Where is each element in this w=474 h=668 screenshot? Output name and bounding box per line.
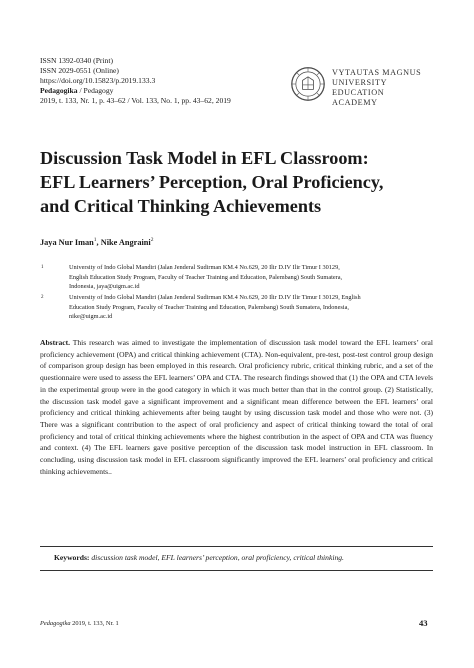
author-list bbox=[40, 237, 153, 247]
issn-online: ISSN 2029-0551 (Online) bbox=[40, 66, 119, 75]
author-name: Nike Angraini bbox=[100, 237, 151, 247]
affiliation-number: 1 bbox=[41, 265, 44, 270]
author-separator: , bbox=[96, 237, 101, 247]
title-line: EFL Learners’ Perception, Oral Proficiency, bbox=[40, 172, 384, 192]
affiliation-text bbox=[69, 263, 440, 292]
title-line: and Critical Thinking Achievements bbox=[40, 196, 322, 216]
affiliation-line: University of Indo Global Mandiri (Jalan Jenderal Sudirman KM.4 No.629, 20 Ilir D.IV Ilir Timur I 30129, bbox=[69, 264, 340, 271]
doi-link[interactable]: https://doi.org/10.15823/p.2019.133.3 bbox=[40, 76, 156, 85]
university-name-line: ACADEMY bbox=[332, 98, 378, 107]
keywords-label: Keywords: bbox=[54, 553, 90, 562]
journal-name bbox=[40, 86, 231, 96]
footer-issue: 2019, t. 133, Nr. 1 bbox=[70, 620, 119, 627]
university-name-line: VYTAUTAS MAGNUS bbox=[332, 68, 422, 77]
author-name: Jaya Nur Iman bbox=[40, 237, 94, 247]
keywords-bottom-divider bbox=[40, 570, 433, 571]
affiliation-marker: 2 bbox=[150, 237, 154, 243]
affiliation-text bbox=[69, 293, 440, 322]
affiliation-marker: 1 bbox=[93, 237, 97, 243]
abstract-label: Abstract. bbox=[40, 338, 70, 347]
abstract-text: This research was aimed to investigate the implementation of discussion task model toward the EFL learners’ oral proficiency achievement (OPA) and critical thinking achievement (CTA). Non-equivalent, pre-test, post-test control group design of comparison group design has been employed in this research. Oral proficiency rubric, critical thinking rubric, and a set of the questionnaire were used to assess the EFL learners’ OPA and CTA. The research findings showed that (1) the OPA and CTA levels in the experimental group were in the good category in which it was much better than that in the control group. (2) Statistically, the discussion task model gave a significant improvement and a significant mean difference between the EFL learners’ oral proficiency and critical thinking achievements after being taught by using discussion task model and those who were not. (3) There was a significant contribution to the aspect of oral proficiency and aspect of critical thinking toward the total of oral proficiency and total of critical thinking achievements where the highest contribution in the aspect of OPA and CTA was fluency and context. (4) The EFL learners gave positive perception of the discussion task model instruction in EFL classroom. In concluding, using discussion task model in EFL classroom significantly improved the EFL learners’ oral proficiency and critical thinking achievements.. bbox=[40, 338, 433, 476]
affiliation-line: nike@uigm.ac.id bbox=[69, 313, 113, 321]
page-number: 43 bbox=[419, 618, 428, 628]
affiliation-number: 2 bbox=[41, 295, 44, 300]
journal-name-bold: Pedagogika bbox=[40, 86, 78, 95]
paper-title bbox=[40, 146, 440, 218]
abstract bbox=[40, 337, 433, 477]
keywords-text: discussion task model, EFL learners’ perception, oral proficiency, critical thinking. bbox=[89, 553, 344, 562]
university-logo bbox=[290, 62, 440, 120]
issn-print: ISSN 1392-0340 (Print) bbox=[40, 56, 113, 65]
page-footer bbox=[40, 620, 119, 627]
university-name-line: EDUCATION bbox=[332, 88, 385, 97]
affiliation-line: Education Study Program, Faculty of Teacher Training and Education, Palembang) South Sumatera, Indonesia, bbox=[69, 303, 349, 311]
university-name bbox=[332, 68, 421, 108]
university-name-line: UNIVERSITY bbox=[332, 78, 388, 87]
keywords-top-divider bbox=[40, 546, 433, 547]
affiliation-2 bbox=[40, 293, 440, 322]
affiliation-line: Indonesia, jaya@uigm.ac.id bbox=[69, 283, 140, 291]
citation-line: 2019, t. 133, Nr. 1, p. 43–62 / Vol. 133, No. 1, pp. 43–62, 2019 bbox=[40, 96, 231, 105]
affiliation-1 bbox=[40, 263, 440, 292]
keywords bbox=[54, 553, 344, 562]
journal-meta bbox=[40, 56, 231, 106]
journal-name-rest: / Pedagogy bbox=[77, 86, 114, 95]
affiliation-line: English Education Study Program, Faculty of Teacher Training and Education, Palembang) South Sumatera, bbox=[69, 273, 343, 281]
university-seal-icon bbox=[290, 66, 326, 102]
affiliation-line: University of Indo Global Mandiri (Jalan Jenderal Sudirman KM.4 No.629, 20 Ilir D.IV Ilir Timur I 30129, English bbox=[69, 294, 361, 301]
title-line: Discussion Task Model in EFL Classroom: bbox=[40, 148, 369, 168]
footer-journal: Pedagogika bbox=[40, 620, 71, 627]
